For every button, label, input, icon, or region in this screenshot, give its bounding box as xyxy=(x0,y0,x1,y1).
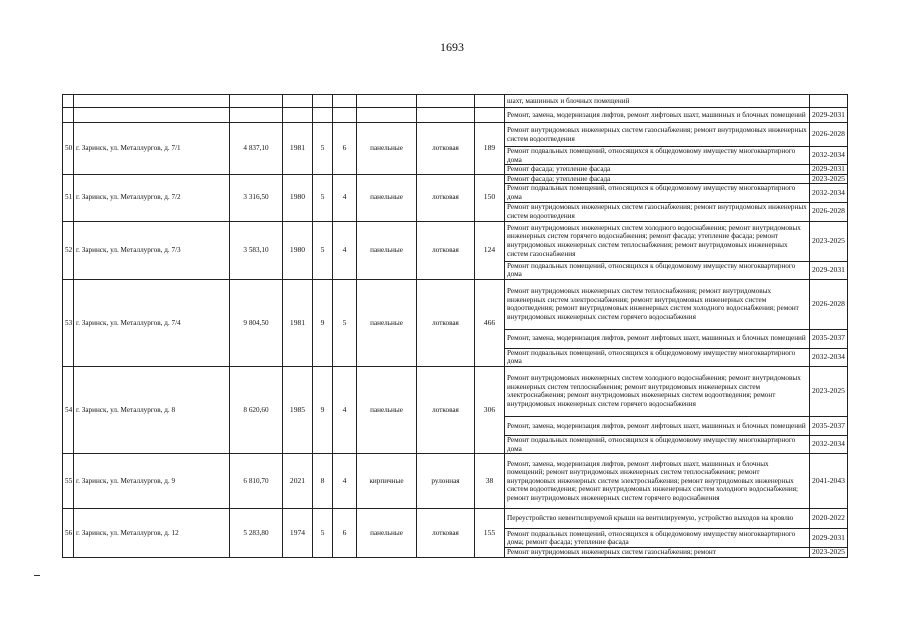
work-description: Ремонт подвальных помещений, относящихся к общедомовому имуществу многоквартирного дома xyxy=(505,184,810,202)
work-period: 2032-2034 xyxy=(810,348,848,366)
work-period: 2023-2025 xyxy=(810,174,848,184)
residents-count: 466 xyxy=(475,279,505,366)
work-period: 2032-2034 xyxy=(810,184,848,202)
residents-count: 124 xyxy=(475,221,505,279)
margin-mark xyxy=(34,575,40,576)
work-description: Ремонт подвальных помещений, относящихся к общедомовому имуществу многоквартирного дома xyxy=(505,261,810,279)
building-area: 3 316,50 xyxy=(230,174,283,221)
entrances-count: 6 xyxy=(333,509,357,558)
work-description: Ремонт подвальных помещений, относящихся к общедомовому имуществу многоквартирного дома; ремонт фасада; утепление фасада xyxy=(505,529,810,548)
empty-cell xyxy=(74,95,230,108)
empty-cell xyxy=(313,108,333,123)
building-address: г. Заринск, ул. Металлургов, д. 8 xyxy=(74,366,230,453)
floors-count: 8 xyxy=(313,454,333,509)
roof-type: лотковая xyxy=(417,174,475,221)
roof-type: лотковая xyxy=(417,366,475,453)
work-description: шахт, машинных и блочных помещений xyxy=(505,95,810,108)
roof-type: лотковая xyxy=(417,221,475,279)
work-description: Ремонт внутридомовых инженерных систем газоснабжения; ремонт xyxy=(505,548,810,558)
empty-cell xyxy=(357,95,417,108)
residents-count: 189 xyxy=(475,123,505,175)
entrances-count: 4 xyxy=(333,221,357,279)
building-area: 4 837,10 xyxy=(230,123,283,175)
work-period: 2023-2025 xyxy=(810,221,848,261)
work-description: Ремонт подвальных помещений, относящихся к общедомовому имуществу многоквартирного дома xyxy=(505,435,810,453)
wall-material: панельные xyxy=(357,366,417,453)
work-period: 2020-2022 xyxy=(810,509,848,529)
work-period: 2026-2028 xyxy=(810,279,848,329)
work-period: 2032-2034 xyxy=(810,435,848,453)
work-description: Ремонт внутридомовых инженерных систем холодного водоснабжения; ремонт внутридомовых инженерных систем горячего водоснабжения; ремонт фасада; утепление фасада; ремонт внутридомовых инженерных систем теплоснабжения; ремонт внутридомовых инженерных систем газоснабжения xyxy=(505,221,810,261)
residents-count: 38 xyxy=(475,454,505,509)
building-address: г. Заринск, ул. Металлургов, д. 9 xyxy=(74,454,230,509)
wall-material: панельные xyxy=(357,174,417,221)
work-period: 2035-2037 xyxy=(810,416,848,435)
floors-count: 9 xyxy=(313,279,333,366)
empty-cell xyxy=(63,95,74,108)
entrances-count: 5 xyxy=(333,279,357,366)
entrances-count: 4 xyxy=(333,366,357,453)
wall-material: панельные xyxy=(357,279,417,366)
entry-number: 55 xyxy=(63,454,74,509)
empty-cell xyxy=(63,108,74,123)
construction-year: 1980 xyxy=(283,174,313,221)
work-description: Ремонт внутридомовых инженерных систем газоснабжения; ремонт внутридомовых инженерных систем водоотведения xyxy=(505,202,810,221)
residents-count: 150 xyxy=(475,174,505,221)
floors-count: 9 xyxy=(313,366,333,453)
residents-count: 306 xyxy=(475,366,505,453)
entrances-count: 4 xyxy=(333,174,357,221)
entry-number: 56 xyxy=(63,509,74,558)
table-row xyxy=(63,108,848,123)
entry-number: 52 xyxy=(63,221,74,279)
roof-type: лотковая xyxy=(417,509,475,558)
work-description: Ремонт внутридомовых инженерных систем холодного водоснабжения; ремонт внутридомовых инженерных систем теплоснабжения; ремонт внутридомовых инженерных систем электроснабжения; ремонт внутридомовых инженерных систем водоотведения; ремонт внутридомовых инженерных систем горячего водоснабжения xyxy=(505,366,810,416)
table-row xyxy=(63,454,848,509)
construction-year: 1985 xyxy=(283,366,313,453)
construction-year: 1981 xyxy=(283,123,313,175)
work-period: 2026-2028 xyxy=(810,123,848,147)
empty-cell xyxy=(283,95,313,108)
empty-cell xyxy=(475,108,505,123)
entrances-count: 6 xyxy=(333,123,357,175)
repair-schedule-table xyxy=(62,94,848,558)
construction-year: 2021 xyxy=(283,454,313,509)
building-address: г. Заринск, ул. Металлургов, д. 7/4 xyxy=(74,279,230,366)
work-description: Ремонт внутридомовых инженерных систем теплоснабжения; ремонт внутридомовых инженерных систем электроснабжения; ремонт внутридомовых инженерных систем водоотведения; ремонт внутридомовых инженерных систем холодного водоснабжения; ремонт внутридомовых инженерных систем горячего водоснабжения xyxy=(505,279,810,329)
table-row xyxy=(63,95,848,108)
work-period: 2032-2034 xyxy=(810,147,848,165)
building-area: 9 804,50 xyxy=(230,279,283,366)
empty-cell xyxy=(475,95,505,108)
wall-material: панельные xyxy=(357,123,417,175)
work-description: Ремонт, замена, модернизация лифтов, ремонт лифтовых шахт, машинных и блочных помещений xyxy=(505,416,810,435)
table-row xyxy=(63,366,848,416)
wall-material: панельные xyxy=(357,509,417,558)
building-address: г. Заринск, ул. Металлургов, д. 7/3 xyxy=(74,221,230,279)
roof-type: рулонная xyxy=(417,454,475,509)
construction-year: 1974 xyxy=(283,509,313,558)
work-description: Ремонт подвальных помещений, относящихся к общедомовому имуществу многоквартирного дома xyxy=(505,147,810,165)
work-period: 2029-2031 xyxy=(810,261,848,279)
roof-type: лотковая xyxy=(417,279,475,366)
table-row xyxy=(63,509,848,529)
empty-cell xyxy=(357,108,417,123)
entry-number: 50 xyxy=(63,123,74,175)
entry-number: 51 xyxy=(63,174,74,221)
empty-cell xyxy=(417,108,475,123)
page-number: 1693 xyxy=(440,40,464,54)
work-period: 2029-2031 xyxy=(810,108,848,123)
work-description: Ремонт подвальных помещений, относящихся к общедомовому имуществу многоквартирного дома xyxy=(505,348,810,366)
wall-material: кирпичные xyxy=(357,454,417,509)
floors-count: 5 xyxy=(313,509,333,558)
work-description: Ремонт, замена, модернизация лифтов, ремонт лифтовых шахт, машинных и блочных помещений xyxy=(505,108,810,123)
entrances-count: 4 xyxy=(333,454,357,509)
table-body xyxy=(63,95,848,558)
construction-year: 1980 xyxy=(283,221,313,279)
empty-cell xyxy=(230,95,283,108)
building-address: г. Заринск, ул. Металлургов, д. 7/2 xyxy=(74,174,230,221)
building-area: 3 583,10 xyxy=(230,221,283,279)
empty-cell xyxy=(74,108,230,123)
building-area: 8 620,60 xyxy=(230,366,283,453)
work-description: Ремонт фасада; утепление фасада xyxy=(505,165,810,175)
building-area: 5 283,80 xyxy=(230,509,283,558)
work-description: Ремонт, замена, модернизация лифтов, ремонт лифтовых шахт, машинных и блочных помещений; ремонт внутридомовых инженерных систем теплоснабжения; ремонт внутридомовых инженерных систем электроснабжения; ремонт внутридомовых инженерных систем водоотведения; ремонт внутридомовых инженерных систем холодного водоснабжения; ремонт внутридомовых инженерных систем горячего водоснабжения xyxy=(505,454,810,509)
work-description: Ремонт, замена, модернизация лифтов, ремонт лифтовых шахт, машинных и блочных помещений xyxy=(505,329,810,348)
entry-number: 53 xyxy=(63,279,74,366)
empty-cell xyxy=(230,108,283,123)
work-period: 2029-2031 xyxy=(810,529,848,548)
empty-cell xyxy=(417,95,475,108)
roof-type: лотковая xyxy=(417,123,475,175)
building-area: 6 810,70 xyxy=(230,454,283,509)
entry-number: 54 xyxy=(63,366,74,453)
work-period xyxy=(810,95,848,108)
empty-cell xyxy=(283,108,313,123)
work-description: Ремонт фасада; утепление фасада xyxy=(505,174,810,184)
residents-count: 155 xyxy=(475,509,505,558)
floors-count: 5 xyxy=(313,123,333,175)
table-row xyxy=(63,123,848,147)
table-row xyxy=(63,221,848,261)
floors-count: 5 xyxy=(313,174,333,221)
empty-cell xyxy=(333,95,357,108)
work-period: 2023-2025 xyxy=(810,366,848,416)
floors-count: 5 xyxy=(313,221,333,279)
work-period: 2026-2028 xyxy=(810,202,848,221)
work-period: 2029-2031 xyxy=(810,165,848,175)
construction-year: 1981 xyxy=(283,279,313,366)
work-description: Ремонт внутридомовых инженерных систем газоснабжения; ремонт внутридомовых инженерных систем водоотведения xyxy=(505,123,810,147)
building-address: г. Заринск, ул. Металлургов, д. 7/1 xyxy=(74,123,230,175)
work-period: 2023-2025 xyxy=(810,548,848,558)
work-period: 2041-2043 xyxy=(810,454,848,509)
empty-cell xyxy=(313,95,333,108)
wall-material: панельные xyxy=(357,221,417,279)
table-row xyxy=(63,174,848,184)
work-period: 2035-2037 xyxy=(810,329,848,348)
table-row xyxy=(63,279,848,329)
empty-cell xyxy=(333,108,357,123)
building-address: г. Заринск, ул. Металлургов, д. 12 xyxy=(74,509,230,558)
work-description: Переустройство невентилируемой крыши на вентилируемую, устройство выходов на кровлю xyxy=(505,509,810,529)
